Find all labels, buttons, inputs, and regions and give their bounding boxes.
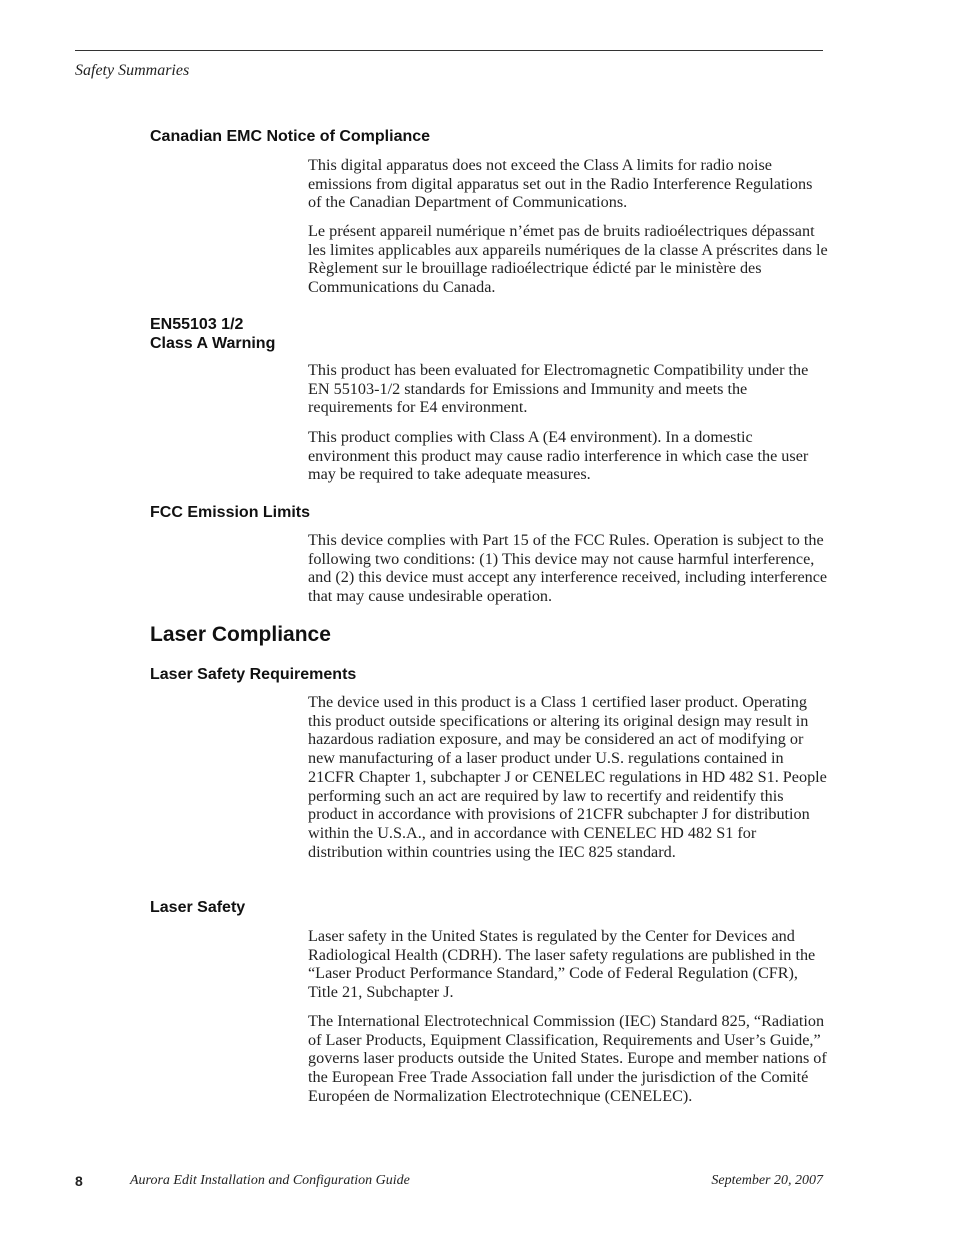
paragraph-en55103-class-a: This product complies with Class A (E4 environment). In a domestic environment this product may cause radio interference in which case the user may be required to take adequate measures.	[308, 428, 809, 484]
paragraph-laser-safety-iec: The International Electrotechnical Commission (IEC) Standard 825, “Radiation of Laser Products, Equipment Classification, Requirements and User’s Guide,” governs laser products outside the United States. Europe and member nations of the European Free Trade Association fall under the jurisdiction of the Comité Européen de Normalization Electrotechnique (CENELEC).	[308, 1012, 827, 1105]
heading-laser-safety: Laser Safety	[150, 899, 246, 916]
heading-laser-requirements: Laser Safety Requirements	[150, 666, 357, 683]
page-number: 8	[75, 1173, 83, 1189]
paragraph-en55103-evaluation: This product has been evaluated for Electromagnetic Compatibility under the EN 55103-1/2 standards for Emissions and Immunity and meets the requirements for E4 environment.	[308, 361, 809, 417]
heading-en55103-line2: Class A Warning	[150, 335, 276, 352]
paragraph-canadian-en: This digital apparatus does not exceed the Class A limits for radio noise emissions from digital apparatus set out in the Radio Interference Regulations of the Canadian Department of Communications.	[308, 156, 813, 212]
heading-canadian-emc: Canadian EMC Notice of Compliance	[150, 128, 431, 145]
heading-fcc: FCC Emission Limits	[150, 504, 311, 521]
footer-doc-title: Aurora Edit Installation and Configuration Guide	[130, 1173, 410, 1188]
paragraph-laser-requirements: The device used in this product is a Class 1 certified laser product. Operating this product outside specifications or altering its original design may result in hazardous radiation exposure, and may be considered an act of modifying or new manufacturing of a laser product under U.S. regulations contained in 21CFR Chapter 1, subchapter J or CENELEC regulations in HD 482 S1. People performing such an act are required by law to recertify and reidentify this product in accordance with provisions of 21CFR subchapter J for distribution within the U.S.A., and in accordance with CENELEC HD 482 S1 for distribution within countries using the IEC 825 standard.	[308, 693, 827, 861]
header-rule	[75, 50, 823, 51]
paragraph-fcc: This device complies with Part 15 of the FCC Rules. Operation is subject to the following two conditions: (1) This device may not cause harmful interference, and (2) this device must accept any interference received, including interference that may cause undesirable operation.	[308, 531, 828, 606]
running-head: Safety Summaries	[75, 62, 190, 79]
footer-date: September 20, 2007	[711, 1173, 823, 1188]
paragraph-laser-safety-cdrh: Laser safety in the United States is regulated by the Center for Devices and Radiological Health (CDRH). The laser safety regulations are published in the “Laser Product Performance Standard,” Code of Federal Regulation (CFR), Title 21, Subchapter J.	[308, 927, 816, 1002]
heading-laser-compliance: Laser Compliance	[150, 623, 331, 646]
heading-en55103	[150, 315, 275, 353]
paragraph-canadian-fr: Le présent appareil numérique n’émet pas de bruits radioélectriques dépassant les limites applicables aux appareils numériques de la classe A préscrites dans le Règlement sur le brouillage radioélectrique édicté par le ministère des Communications du Canada.	[308, 222, 828, 297]
heading-en55103-line1: EN55103 1/2	[150, 316, 244, 333]
